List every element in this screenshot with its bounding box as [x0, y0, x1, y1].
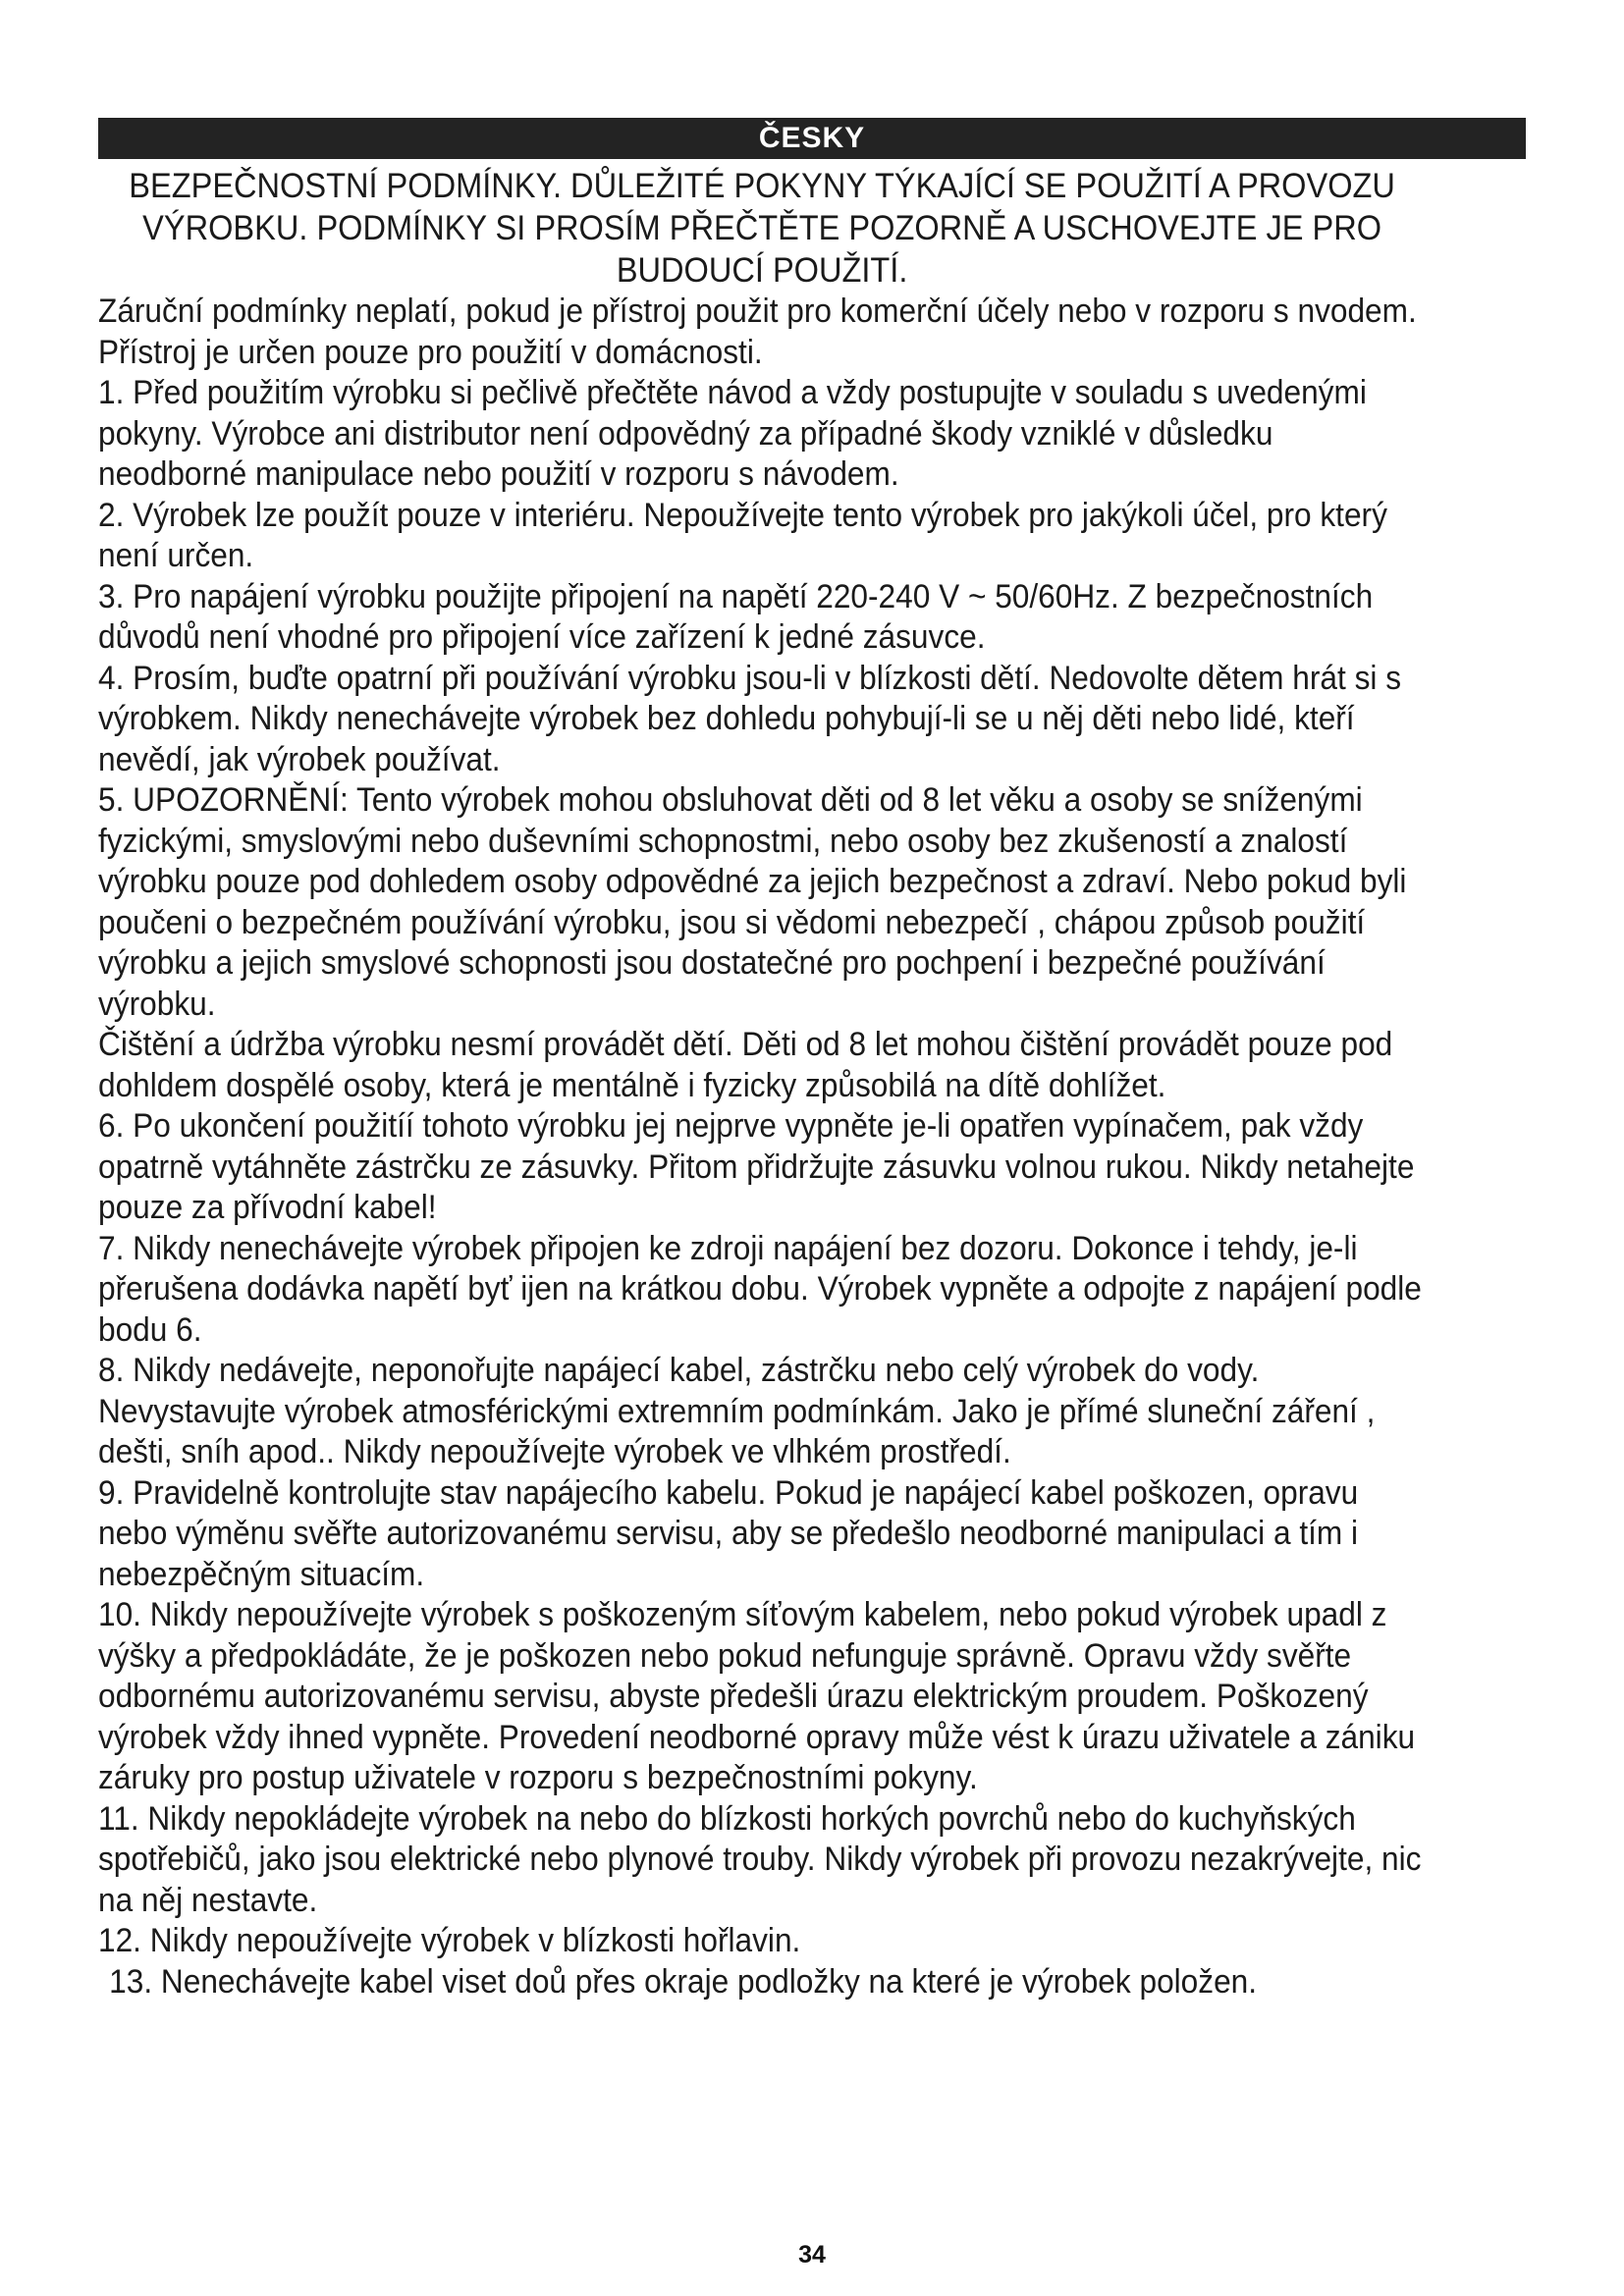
instruction-item-5: 5. UPOZORNĚNÍ: Tento výrobek mohou obsluhovat děti od 8 let věku a osoby se sníženými fyzickými, smyslovými nebo duševními schopnostmi, nebo osoby bez zkušeností a znalostí výrobku pouze pod dohledem osoby odpovědné za jejich bezpečnost a zdraví. Nebo pokud byli poučeni o bezpečném používání výrobku, jsou si vědomi nebezpečí , chápou způsob použití výrobku a jejich smyslové schopnosti jsou dostatečné pro pochpení i bezpečné používání výrobku.: [98, 781, 1407, 1023]
instruction-item-6: 6. Po ukončení použitíí tohoto výrobku jej nejprve vypněte je-li opatřen vypínačem, pak vždy opatrně vytáhněte zástrčku ze zásuvky. Přitom přidržujte zásuvku volnou rukou. Nikdy netahejte pouze za přívodní kabel!: [98, 1107, 1415, 1226]
instruction-item-2: 2. Výrobek lze použít pouze v interiéru. Nepoužívejte tento výrobek pro jakýkoli účel, pro který není určen.: [98, 496, 1387, 574]
page-number: 34: [798, 2241, 826, 2269]
instruction-item-7: 7. Nikdy nenechávejte výrobek připojen ke zdroji napájení bez dozoru. Dokonce i tehdy, je-li přerušena dodávka napětí byť ijen na krátkou dobu. Výrobek vypněte a odpojte z napájení podle bodu 6.: [98, 1229, 1422, 1349]
instruction-item-11: 11. Nikdy nepokládejte výrobek na nebo do blízkosti horkých povrchů nebo do kuchyňských spotřebičů, jako jsou elektrické nebo plynové trouby. Nikdy výrobek při provozu nezakrývejte, nic na něj nestavte.: [98, 1799, 1422, 1919]
instruction-item-10: 10. Nikdy nepoužívejte výrobek s poškozeným síťovým kabelem, nebo pokud výrobek upadl z výšky a předpokládáte, že je poškozen nebo pokud nefunguje správně. Opravu vždy svěřte odbornému autorizovanému servisu, abyste předešli úrazu elektrickým proudem. Poškozený výrobek vždy ihned vypněte. Provedení neodborné opravy může vést k úrazu uživatele a zániku záruky pro postup uživatele v rozporu s bezpečnostními pokyny.: [98, 1596, 1416, 1796]
instruction-item-9: 9. Pravidelně kontrolujte stav napájecího kabelu. Pokud je napájecí kabel poškozen, opravu nebo výměnu svěřte autorizovanému servisu, aby se předešlo neodborné manipulaci a tím i nebezpěčným situacím.: [98, 1473, 1359, 1593]
instruction-cleaning-note: Čištění a údržba výrobku nesmí provádět dětí. Děti od 8 let mohou čištění provádět pouze pod dohldem dospělé osoby, která je mentálně i fyzicky způsobilá na dítě dohlížet.: [98, 1026, 1393, 1104]
safety-instructions: [98, 165, 1426, 2002]
instruction-item-8: 8. Nikdy nedávejte, neponořujte napájecí kabel, zástrčku nebo celý výrobek do vody. Nevystavujte výrobek atmosférickými extremním podmínkám. Jako je přímé sluneční záření , dešti, sníh apod.. Nikdy nepoužívejte výrobek ve vlhkém prostředí.: [98, 1352, 1376, 1470]
instruction-item-12: 12. Nikdy nepoužívejte výrobek v blízkosti hořlavin.: [98, 1922, 801, 1959]
instruction-item-3: 3. Pro napájení výrobku použijte připojení na napětí 220-240 V ~ 50/60Hz. Z bezpečnostních důvodů není vhodné pro připojení více zařízení k jedné zásuvce.: [98, 577, 1374, 656]
instruction-item-4: 4. Prosím, buďte opatrní při používání výrobku jsou-li v blízkosti dětí. Nedovolte dětem hrát si s výrobkem. Nikdy nenechávejte výrobek bez dohledu pohybují-li se u něj děti nebo lidé, kteří nevědí, jak výrobek používat.: [98, 659, 1402, 778]
safety-heading: BEZPEČNOSTNÍ PODMÍNKY. DŮLEŽITÉ POKYNY TÝKAJÍCÍ SE POUŽITÍ A PROVOZU VÝROBKU. PODMÍNKY SI PROSÍM PŘEČTĚTE POZORNĚ A USCHOVEJTE JE PRO BUDOUCÍ POUŽITÍ.: [129, 167, 1395, 290]
language-header: ČESKY: [98, 118, 1526, 159]
instruction-item-13: 13. Nenechávejte kabel viset doů přes okraje podložky na které je výrobek položen.: [109, 1962, 1258, 2001]
warranty-intro: Záruční podmínky neplatí, pokud je přístroj použit pro komerční účely nebo v rozporu s nvodem. Přístroj je určen pouze pro použití v domácnosti.: [98, 293, 1417, 371]
instruction-item-1: 1. Před použitím výrobku si pečlivě přečtěte návod a vždy postupujte v souladu s uvedenými pokyny. Výrobce ani distributor není odpovědný za případné škody vzniklé v důsledku neodborné manipulace nebo použití v rozporu s návodem.: [98, 374, 1367, 493]
